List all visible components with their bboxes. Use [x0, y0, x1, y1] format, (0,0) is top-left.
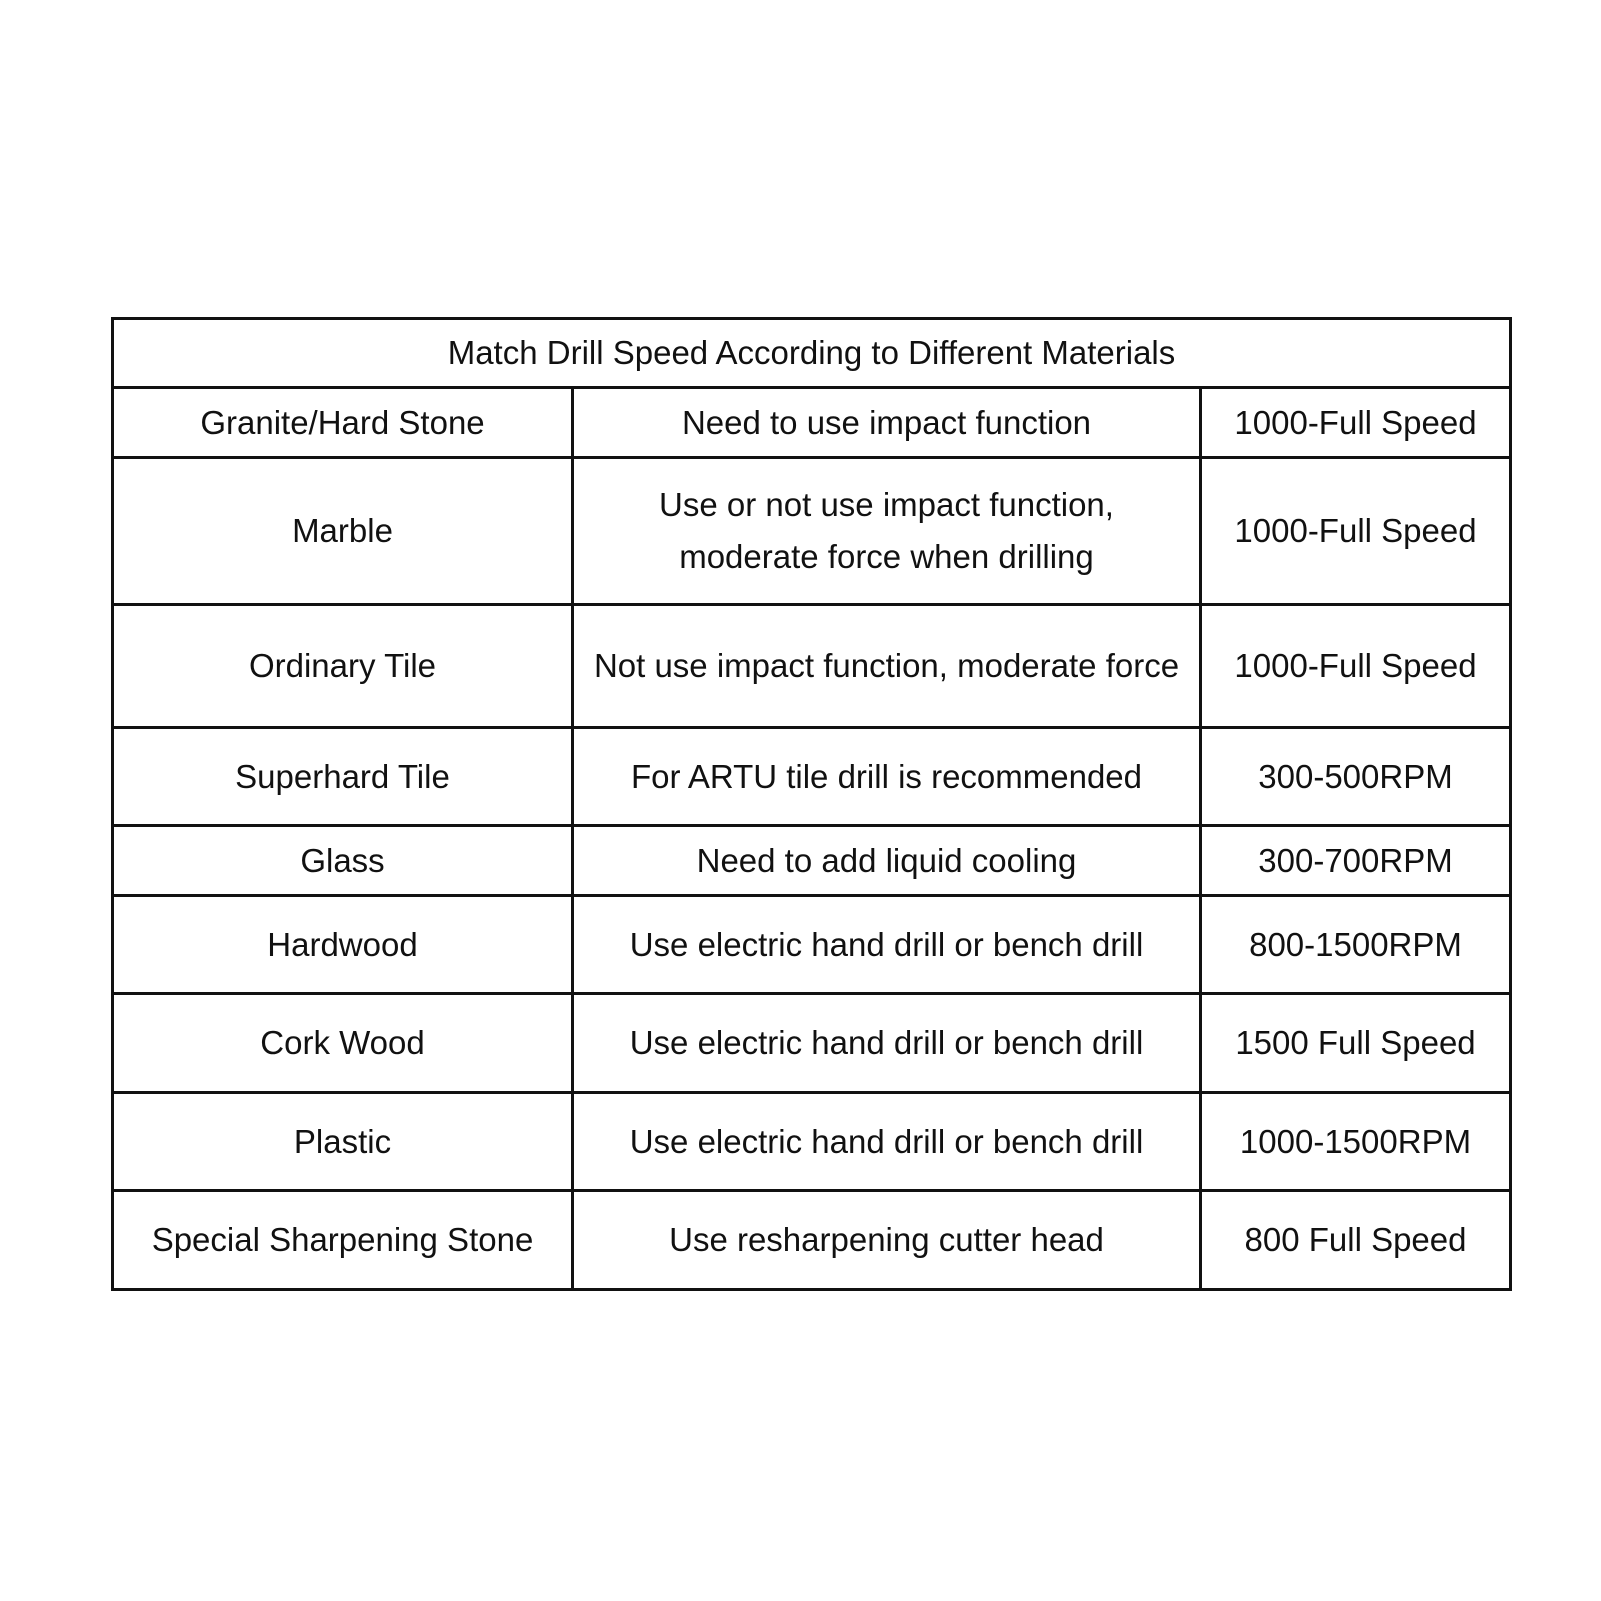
note-text: Not use impact function, moderate force — [593, 647, 1180, 684]
speed-cell: 1000-Full Speed — [1201, 458, 1511, 605]
speed-cell: 300-500RPM — [1201, 728, 1511, 826]
material-cell: Marble — [113, 458, 573, 605]
table-title-row — [113, 319, 1511, 388]
note-cell — [573, 605, 1201, 728]
table-row — [113, 896, 1511, 994]
table-row — [113, 728, 1511, 826]
note-cell: Need to add liquid cooling — [573, 826, 1201, 896]
material-cell: Special Sharpening Stone — [113, 1191, 573, 1290]
drill-speed-table — [111, 317, 1512, 1291]
material-cell: Ordinary Tile — [113, 605, 573, 728]
table-title: Match Drill Speed According to Different Materials — [113, 319, 1511, 388]
table-row — [113, 994, 1511, 1093]
note-cell — [573, 458, 1201, 605]
material-cell: Glass — [113, 826, 573, 896]
table-row — [113, 388, 1511, 458]
speed-cell: 800 Full Speed — [1201, 1191, 1511, 1290]
material-cell: Granite/Hard Stone — [113, 388, 573, 458]
speed-cell: 800-1500RPM — [1201, 896, 1511, 994]
note-text: Use or not use impact function, moderate force when drilling — [659, 486, 1114, 575]
note-cell: Use electric hand drill or bench drill — [573, 994, 1201, 1093]
speed-cell: 1000-Full Speed — [1201, 605, 1511, 728]
note-cell: Use electric hand drill or bench drill — [573, 1093, 1201, 1191]
material-cell: Hardwood — [113, 896, 573, 994]
material-cell: Plastic — [113, 1093, 573, 1191]
note-cell: For ARTU tile drill is recommended — [573, 728, 1201, 826]
speed-cell: 1500 Full Speed — [1201, 994, 1511, 1093]
table-row — [113, 458, 1511, 605]
speed-cell: 300-700RPM — [1201, 826, 1511, 896]
material-cell: Cork Wood — [113, 994, 573, 1093]
note-cell: Use resharpening cutter head — [573, 1191, 1201, 1290]
table-row — [113, 605, 1511, 728]
drill-speed-sheet — [111, 317, 1509, 1291]
note-cell: Use electric hand drill or bench drill — [573, 896, 1201, 994]
material-cell: Superhard Tile — [113, 728, 573, 826]
table-row — [113, 1191, 1511, 1290]
table-row — [113, 1093, 1511, 1191]
speed-cell: 1000-Full Speed — [1201, 388, 1511, 458]
table-row — [113, 826, 1511, 896]
note-cell: Need to use impact function — [573, 388, 1201, 458]
speed-cell: 1000-1500RPM — [1201, 1093, 1511, 1191]
